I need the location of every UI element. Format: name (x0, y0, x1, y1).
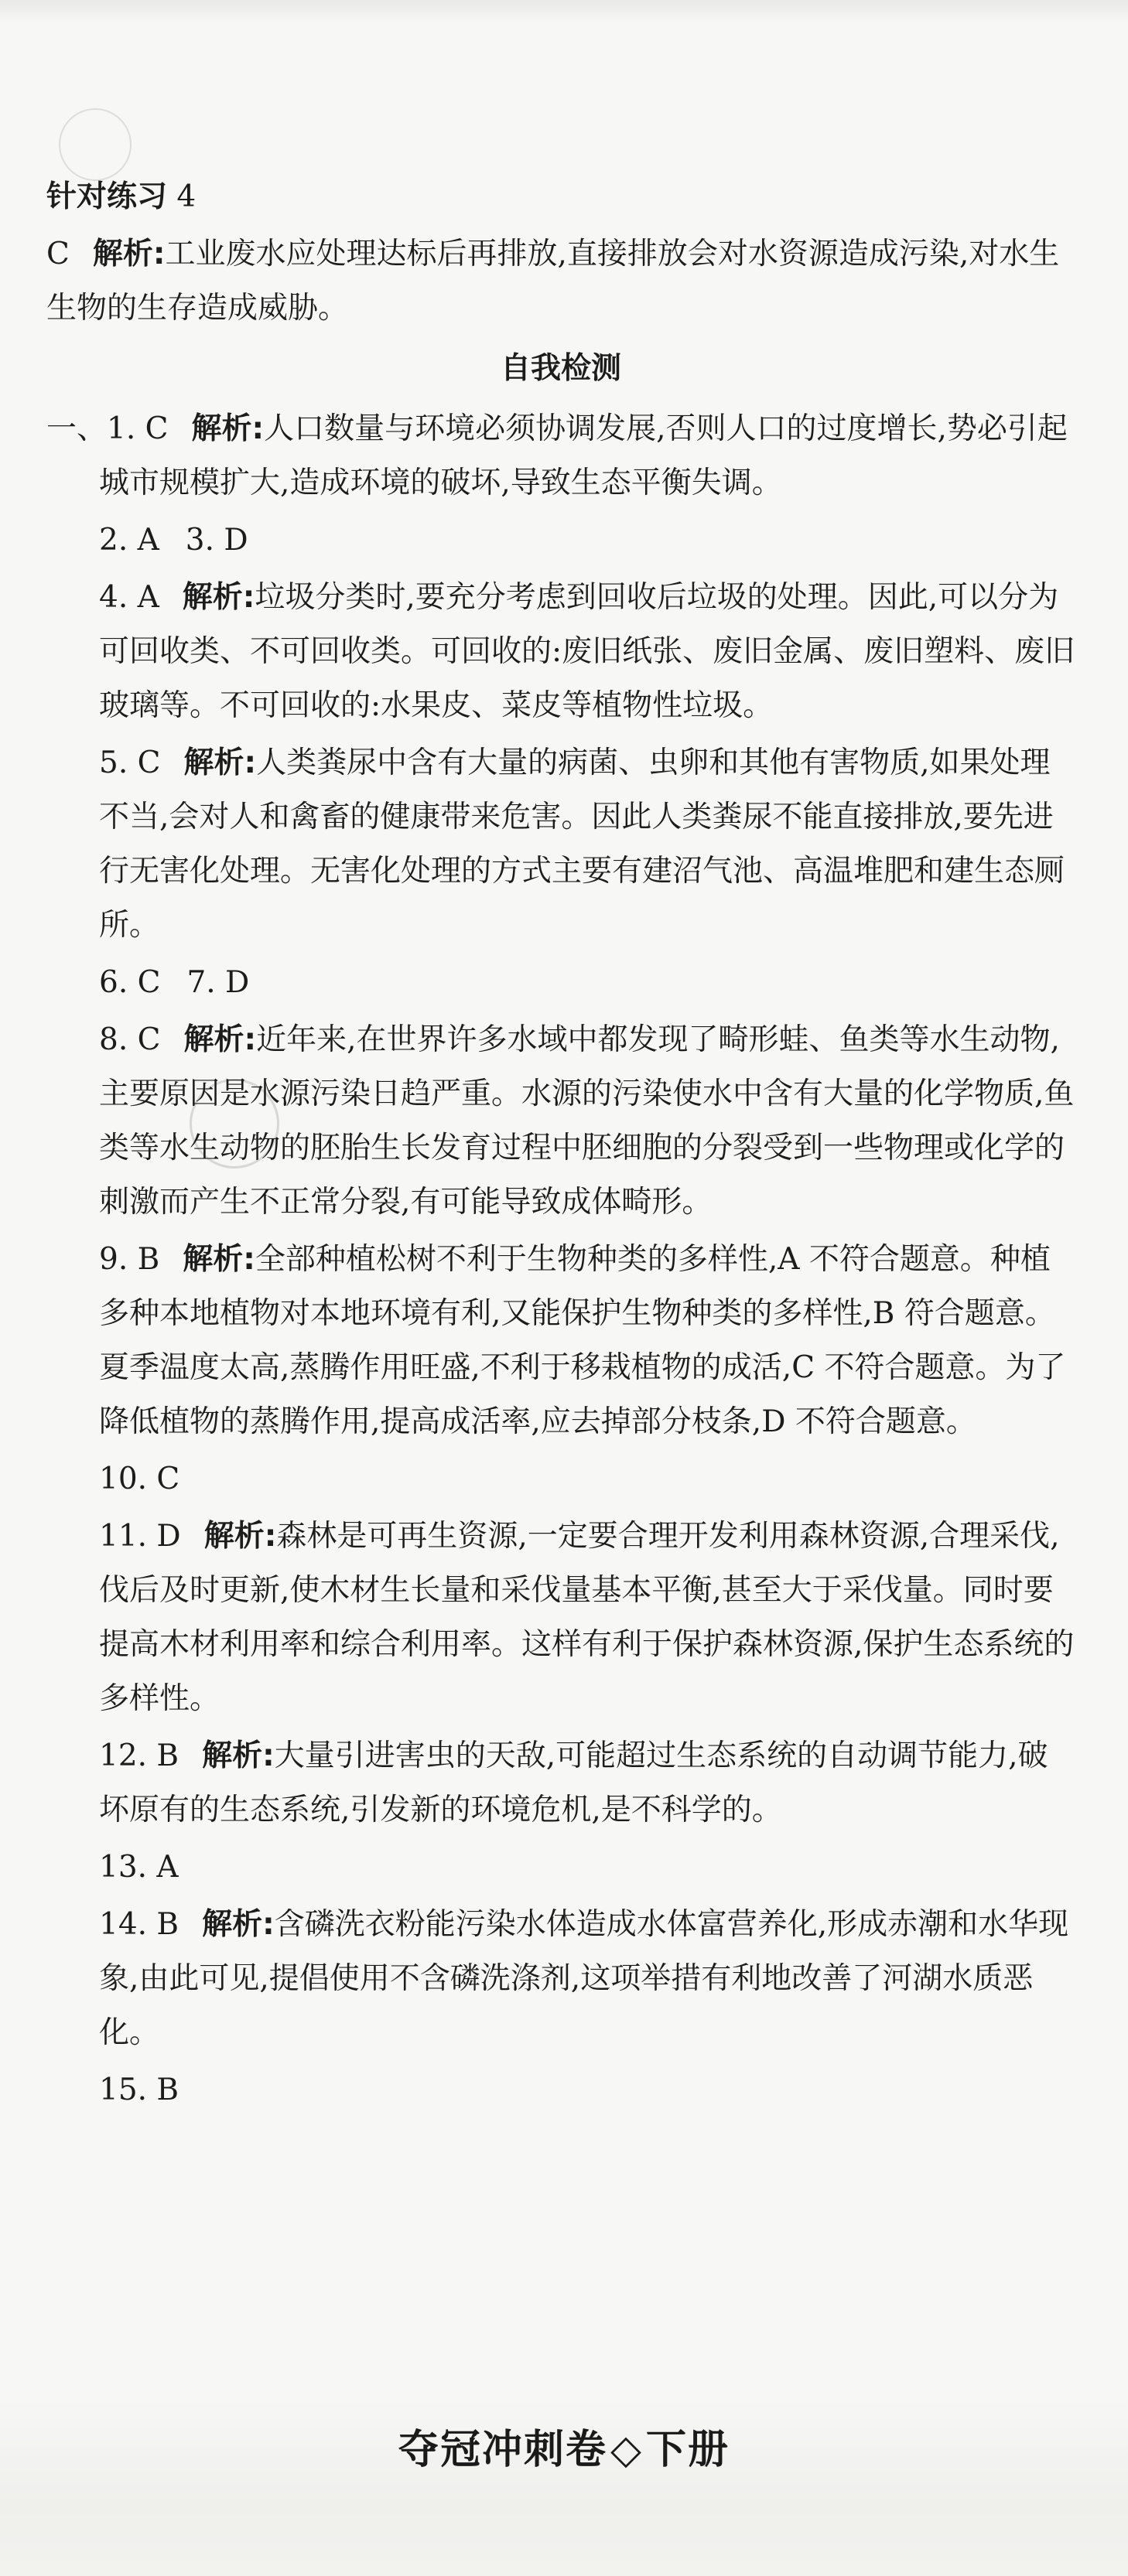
analysis-text: 含磷洗衣粉能污染水体造成水体富营养化,形成赤潮和水华现象,由此可见,提倡使用不含磷洗涤剂,这项举措有利地改善了河湖水质恶化。 (99, 1907, 1069, 2050)
analysis-label: 解析: (182, 580, 255, 615)
answer-item-12 (46, 1729, 1075, 1837)
analysis-label: 解析: (183, 746, 257, 780)
item-number: 8. C (99, 1022, 161, 1057)
analysis-text: 大量引进害虫的天敌,可能超过生态系统的自动调节能力,破坏原有的生态系统,引发新的环境危机,是不科学的。 (99, 1738, 1048, 1827)
analysis-text: 全部种植松树不利于生物种类的多样性,A 不符合题意。种植多种本地植物对本地环境有利,又能保护生物种类的多样性,B 符合题意。夏季温度太高,蒸腾作用旺盛,不利于移栽植物的成活,C 不符合题意。为了降低植物的蒸腾作用,提高成活率,应去掉部分枝条,D 不符合题意。 (99, 1242, 1066, 1439)
practice-heading (46, 170, 1075, 224)
book-footer (0, 2417, 1128, 2475)
answer-item-9 (46, 1233, 1075, 1449)
analysis-text: 垃圾分类时,要充分考虑到回收后垃圾的处理。因此,可以分为可回收类、不可回收类。可回收的:废旧纸张、废旧金属、废旧塑料、废旧玻璃等。不可回收的:水果皮、菜皮等植物性垃圾。 (99, 580, 1075, 723)
answer-content (46, 170, 1075, 2121)
analysis-text: 近年来,在世界许多水域中都发现了畸形蛙、鱼类等水生动物,主要原因是水源污染日趋严重。水源的污染使水中含有大量的化学物质,鱼类等水生动物的胚胎生长发育过程中胚细胞的分裂受到一些物理或化学的刺激而产生不正常分裂,有可能导致成体畸形。 (99, 1022, 1075, 1220)
answer-item-10 (46, 1452, 1075, 1506)
analysis-label: 解析: (202, 1738, 275, 1773)
analysis-label: 解析: (183, 1242, 255, 1277)
answer-item-11 (46, 1510, 1075, 1726)
item-number-second: 7. D (186, 965, 250, 1000)
item-number: 4. A (99, 580, 159, 615)
answer-item-6-7 (46, 956, 1075, 1010)
answer-item-15 (46, 2063, 1075, 2117)
footer-volume: 下册 (646, 2427, 730, 2473)
practice-analysis-text: 工业废水应处理达标后再排放,直接排放会对水资源造成污染,对水生生物的生存造成威胁。 (46, 237, 1060, 326)
diamond-icon: ◇ (610, 2427, 643, 2473)
item-number: 15. B (99, 2073, 179, 2107)
item-number: 12. B (99, 1738, 179, 1773)
item-number: 9. B (99, 1242, 160, 1277)
item-number-second: 3. D (185, 523, 248, 558)
analysis-text: 人类粪尿中含有大量的病菌、虫卵和其他有害物质,如果处理不当,会对人和禽畜的健康带来危害。因此人类粪尿不能直接排放,要先进行无害化处理。无害化处理的方式主要有建沼气池、高温堆肥和建生态厕所。 (99, 746, 1065, 943)
item-number: 11. D (99, 1519, 181, 1554)
answer-item-1 (46, 402, 1075, 510)
item-number: 10. C (99, 1462, 180, 1496)
analysis-text: 森林是可再生资源,一定要合理开发利用森林资源,合理采伐,伐后及时更新,使木材生长量和采伐量基本平衡,甚至大于采伐量。同时要提高木材利用率和综合利用率。这样有利于保护森林资源,保护生态系统的多样性。 (99, 1519, 1075, 1716)
footer-title: 夺冠冲刺卷 (398, 2427, 607, 2473)
item-number: 13. A (99, 1850, 179, 1885)
analysis-label: 解析: (183, 1022, 257, 1057)
answer-item-14 (46, 1898, 1075, 2060)
answer-item-8 (46, 1013, 1075, 1230)
analysis-text: 人口数量与环境必须协调发展,否则人口的过度增长,势必引起城市规模扩大,造成环境的破坏,导致生态平衡失调。 (99, 411, 1068, 500)
answer-item-13 (46, 1841, 1075, 1895)
practice-answer (46, 227, 1075, 336)
page-top-shadow (0, 0, 1128, 23)
item-number: 5. C (99, 746, 161, 780)
analysis-label: 解析: (203, 1519, 277, 1554)
item-number: 6. C (99, 965, 161, 1000)
analysis-label: 解析: (202, 1907, 275, 1942)
practice-answer-letter: C (46, 237, 70, 271)
section-title: 自我检测 (500, 351, 621, 386)
item-number: 2. A (99, 523, 159, 558)
analysis-label: 解析: (191, 411, 265, 446)
practice-title: 针对练习 (46, 179, 168, 214)
answer-item-5 (46, 736, 1075, 953)
item-number: 14. B (99, 1907, 179, 1942)
answer-item-2-3 (46, 513, 1075, 568)
practice-number: 4 (176, 179, 197, 214)
practice-analysis-label: 解析: (92, 237, 166, 271)
answer-item-4 (46, 571, 1075, 733)
item-number: 一、1. C (46, 411, 169, 446)
